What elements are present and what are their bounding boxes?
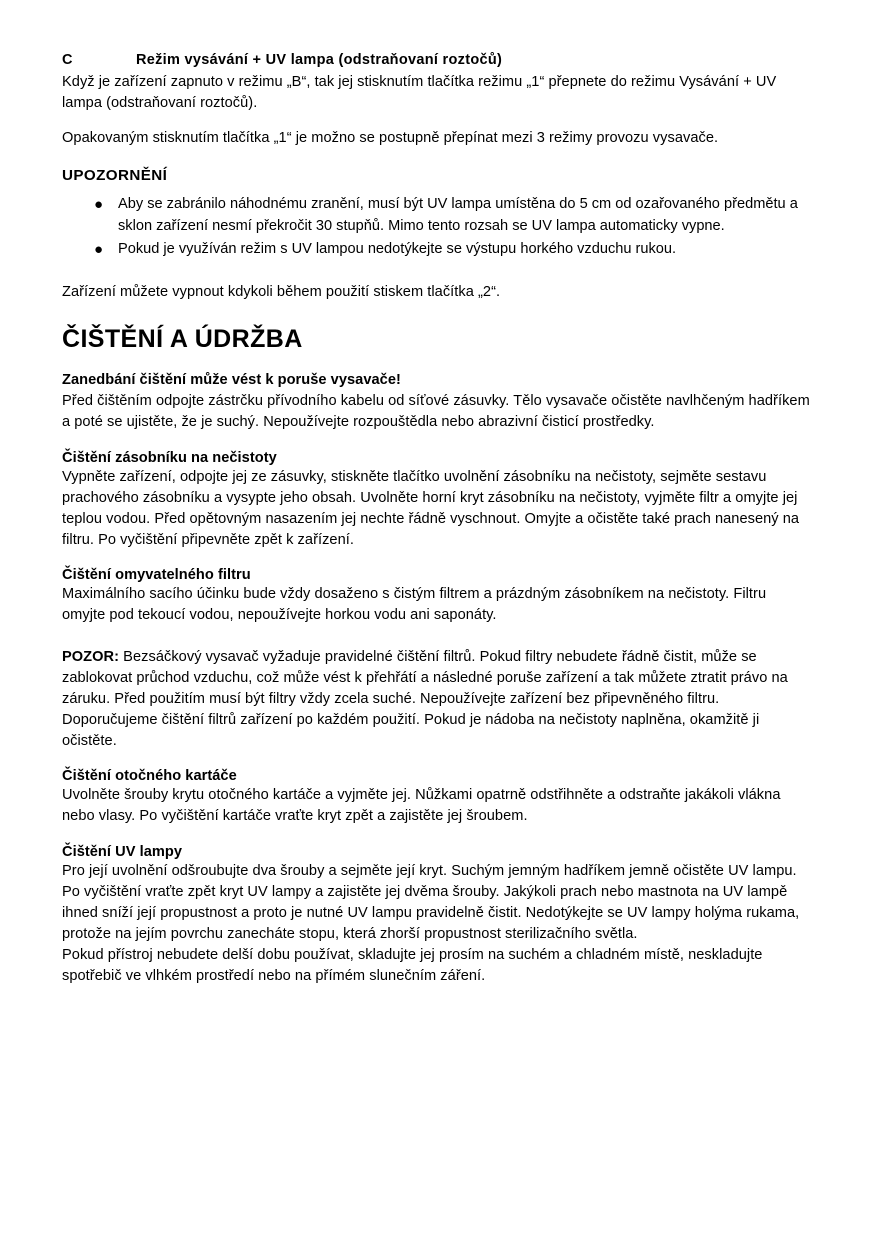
cleaning-intro	[62, 370, 812, 433]
mode-c-title: Režim vysávání + UV lampa (odstraňovaní roztočů)	[136, 52, 503, 68]
cleaning-section-title-brush: Čištění otočného kartáče	[62, 768, 237, 785]
list-item-text: Aby se zabránilo náhodnému zranění, musí být UV lampa umístěna do 5 cm od ozařovaného předmětu a sklon zařízení nesmí překročit 30 stupňů. Mimo tento rozsah se UV lampa automaticky vypne.	[118, 196, 798, 234]
cleaning-intro-bold: Zanedbání čištění může vést k poruše vysavače!	[62, 372, 401, 389]
mode-c-letter: C	[62, 52, 73, 68]
bullet-icon: ●	[94, 196, 104, 214]
cleaning-section-title-uvlamp: Čištění UV lampy	[62, 843, 183, 860]
warning-closing-paragraph: Zařízení můžete vypnout kdykoli během použití stiskem tlačítka „2“.	[62, 283, 501, 300]
list-item-text: Pokud je využíván režim s UV lampou nedotýkejte se výstupu horkého vzduchu rukou.	[118, 240, 677, 257]
cleaning-section-text-dustbin: Vypněte zařízení, odpojte jej ze zásuvky, stiskněte tlačítko uvolnění zásobníku na nečistoty, sejměte sestavu prachového zásobníku a vysypte jeho obsah. Uvolněte horní kryt zásobníku na nečistoty, vyjměte filtr a omyjte jej teplou vodou. Před opětovným nasazením jej nechte řádně vyschnout. Omyjte a očistěte také prach nanesený na filtru. Po vyčištění připevněte zpět k zařízení.	[62, 468, 800, 549]
cleaning-section-text-storage: Pokud přístroj nebudete delší dobu používat, skladujte jej prosím na suchém a chladném místě, neskladujte spotřebič ve vlhkém prostředí nebo na přímém slunečním záření.	[62, 947, 763, 985]
mode-c-paragraph: Když je zařízení zapnuto v režimu „B“, tak jej stisknutím tlačítka režimu „1“ přepnete do režimu Vysávání + UV lampa (odstraňovaní roztočů).	[62, 74, 777, 112]
cleaning-section-text-filter: Maximálního sacího účinku bude vždy dosaženo s čistým filtrem a prázdným zásobníkem na nečistoty. Filtru omyjte pod tekoucí vodou, nepoužívejte horkou vodu ani saponáty.	[62, 586, 767, 624]
mode-c-heading	[62, 52, 812, 68]
cleaning-section-text-uvlamp: Pro její uvolnění odšroubujte dva šrouby a sejměte její kryt. Suchým jemným hadříkem jemně očistěte UV lampu. Po vyčištění vraťte zpět kryt UV lampy a zajistěte jej dvěma šrouby. Jakýkoli prach nebo mastnota na UV lampě ihned sníží její propustnost a proto je nutné UV lampu pravidelně čistit. Nedotýkejte se UV lampy holýma rukama, protože na jejím povrchu zanecháte stopu, která zhorší propustnost sterilizačního světla.	[62, 862, 800, 943]
mode-repeat-paragraph: Opakovaným stisknutím tlačítka „1“ je možno se postupně přepínat mezi 3 režimy provozu vysavače.	[62, 130, 719, 147]
spacer	[62, 262, 812, 282]
cleaning-intro-text: Před čištěním odpojte zástrčku přívodního kabelu od síťové zásuvky. Tělo vysavače očistěte navlhčeným hadříkem a poté se ujistěte, že je suchý. Nepoužívejte rozpouštědla nebo abrazivní čisticí prostředky.	[62, 393, 810, 431]
cleaning-section-title-filter: Čištění omyvatelného filtru	[62, 567, 251, 584]
cleaning-section-text-brush: Uvolněte šrouby krytu otočného kartáče a vyjměte jej. Nůžkami opatrně odstřihněte a odstraňte jakákoli vlákna nebo vlasy. Po vyčištění kartáče vraťte kryt zpět a zajistěte jej šroubem.	[62, 787, 781, 825]
attention-paragraph	[62, 647, 812, 753]
bullet-icon: ●	[94, 240, 104, 258]
cleaning-section-title-dustbin: Čištění zásobníku na nečistoty	[62, 449, 277, 466]
list-item	[62, 239, 812, 260]
cleaning-heading: ČIŠTĚNÍ A ÚDRŽBA	[62, 325, 303, 354]
spacer	[62, 114, 812, 128]
list-item	[62, 194, 812, 236]
warning-heading: UPOZORNĚNÍ	[62, 167, 168, 185]
attention-label: POZOR:	[62, 648, 120, 665]
warning-bullet-list	[62, 194, 812, 259]
attention-text: Bezsáčkový vysavač vyžaduje pravidelné čištění filtrů. Pokud filtry nebudete řádně čistit, může se zablokovat průchod vzduchu, což může vést k přehřátí a následné poruše zařízení a tak můžete ztratit právo na záruku. Před použitím musí být filtry vždy zcela suché. Nepoužívejte zařízení bez připevněného filtru. Doporučujeme čištění filtrů zařízení po každém použití. Pokud je nádoba na nečistoty naplněna, okamžitě ji očistěte.	[62, 648, 788, 750]
spacer	[62, 627, 812, 647]
